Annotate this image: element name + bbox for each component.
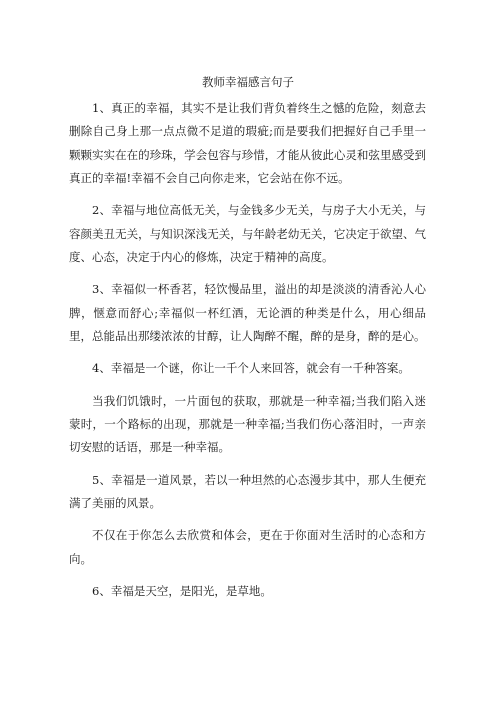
paragraph-5: 当我们饥饿时，一片面包的获取，那就是一种幸福;当我们陷入迷蒙时，一个路标的出现，那就是一种幸福;当我们伤心落泪时，一声亲切安慰的话语，那是一种幸福。 bbox=[69, 393, 426, 455]
document-title: 教师幸福感言句子 bbox=[202, 75, 294, 89]
paragraph-7: 不仅在于你怎么去欣赏和体会，更在于你面对生活时的心态和方向。 bbox=[69, 528, 426, 566]
paragraph-6: 5、幸福是一道风景，若以一种坦然的心态漫步其中，那人生便充满了美丽的风景。 bbox=[69, 472, 426, 511]
paragraph-1: 1、真正的幸福，其实不是让我们背负着终生之憾的危险，刻意去删除自己身上那一点点微不足道的瑕疵;而是要我们把握好自己手里一颗颗实实在在的珍珠，学会包容与珍惜，才能从彼此心灵和弦里感受到真正的幸福!幸福不会自己向你走来，它会站在你不远。 bbox=[69, 101, 426, 186]
paragraph-8: 6、幸福是天空，是阳光，是草地。 bbox=[92, 583, 272, 598]
paragraph-3: 3、幸福似一杯香茗，轻饮慢品里，溢出的却是淡淡的清香沁人心脾，惬意而舒心;幸福似一杯红酒，无论酒的种类是什么，用心细品里，总能品出那缕浓浓的甘醇，让人陶醉不醒，醉的是身，醉的是心。 bbox=[69, 282, 426, 344]
paragraph-2: 2、幸福与地位高低无关，与金钱多少无关，与房子大小无关，与容颜美丑无关，与知识深浅无关，与年龄老幼无关，它决定于欲望、气度、心态，决定于内心的修炼，决定于精神的高度。 bbox=[69, 203, 426, 265]
document-body bbox=[69, 97, 426, 612]
paragraph-4: 4、幸福是一个谜，你让一千个人来回答，就会有一千种答案。 bbox=[92, 361, 410, 376]
